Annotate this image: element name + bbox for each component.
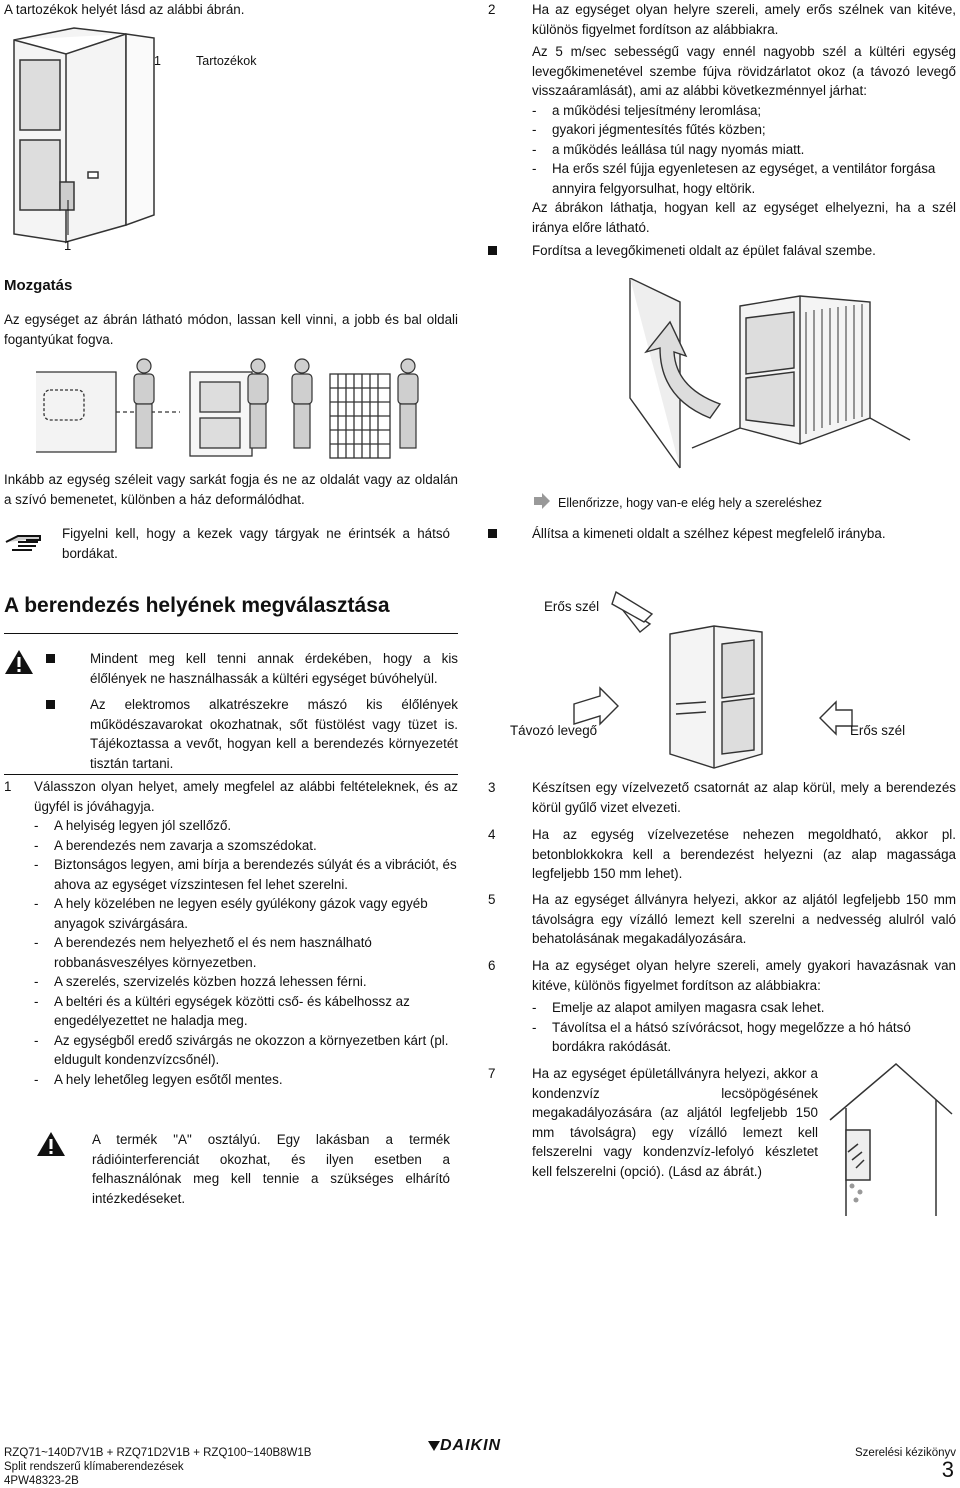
wind-consequence-1: - a működési teljesítmény leromlása; <box>532 101 956 121</box>
condition-item-7: - A beltéri és a kültéri egységek közötti cső- és kábelhossz az engedélyezettet ne haladja meg. <box>34 992 458 1031</box>
brand-logo-mark <box>428 1441 440 1451</box>
condition-item-4: - A hely közelében ne legyen esély gyúlékony gázok vagy egyéb anyagok szivárgására. <box>34 894 458 933</box>
list-item-2: 2 Ha az egységet olyan helyre szereli, amely erős szélnek van kitéve, különös figyelmet fordítson az alábbiakra. Az 5 m/sec sebességű vagy ennél nagyobb szél a kültéri egység levegőkimenetével szembe fújva rövidzárlatot okoz (a távozó levegő visszaáramlását), ami az alábbi következménnyel járhat: - a működési teljesítmény leromlása; - gyakori jégmentesítés fűtés közben; - a működés leállása túl nagy nyomás miatt. - Ha erős szél fújja egyenletesen az egységet, a ventilátor forgása annyira felgyorsulhat, hogy eltörik. Az ábrákon láthatja, hogyan kell az egységet elhelyezni, ha a szél iránya előre látható. Fordítsa a levegőkimeneti oldalt az épület falával szembe. <box>488 0 956 261</box>
selection-heading: A berendezés helyének megválasztása <box>4 594 390 617</box>
list-item-1: 1 Válasszon olyan helyet, amely megfelel az alábbi feltételeknek, és az ügyfél is jóváhagyja. - A helyiség legyen jól szellőző. - A berendezés nem zavarja a szomszédokat. - Biztonságos legyen, ami bírja a berendezés súlyát és a vibrációt, és ahova az egységet vízszintesen fel lehet szerelni. - A hely közelében ne legyen esély gyúlékony gázok vagy egyéb anyagok szivárgására. - A berendezés nem helyezhető el és nem használható robbanásveszélyes környezetben. - A szerelés, szervizelés közben hozzá lehessen férni. - A beltéri és a kültéri egységek közötti cső- és kábelhossz az engedélyezettet ne haladja meg. - Az egységből eredő szivárgás ne okozzon a környezetben kárt (pl. eldugult kondenzvízcsőnél). - A hely lehetőleg legyen esőtől mentes. <box>4 777 458 1089</box>
footer-doc-number: 4PW48323-2B <box>4 1475 79 1487</box>
class-a-warning-icon <box>36 1130 66 1158</box>
warning-bullet-1: Mindent meg kell tenni annak érdekében, hogy a kis élőlények ne használhassák a kültéri egységet búvóhelyül. <box>46 649 458 688</box>
moving-paragraph-2: Inkább az egység széleit vagy sarkát fogja és ne az oldalát vagy az oldalán a szívó bemenetet, különben a ház deformálódhat. <box>4 472 458 507</box>
footer-manual: Szerelési kézikönyv <box>855 1447 956 1459</box>
warning-icon <box>4 648 34 676</box>
bullet-wind-direction: Állítsa a kimeneti oldalt a szélhez képest megfelelő irányba. <box>488 524 960 544</box>
condition-item-9: - A hely lehetőleg legyen esőtől mentes. <box>34 1070 458 1090</box>
condition-item-8: - Az egységből eredő szivárgás ne okozzon a környezetben kárt (pl. eldugult kondenzvízcsőnél). <box>34 1031 458 1070</box>
exhaust-air-label: Távozó levegő <box>510 723 598 738</box>
fig-label-num: 1 <box>154 54 161 68</box>
house-drainage-figure <box>826 1060 956 1220</box>
condition-item-2: - A berendezés nem zavarja a szomszédokat. <box>34 836 458 856</box>
warning-bullet-2: Az elektromos alkatrészekre mászó kis élőlények működészavarokat okozhatnak, sőt füstölést vagy tüzet is. Tájékoztassa a vevőt, hogyan kell a berendezés környezetét tisztán tartani. <box>46 695 458 773</box>
footer-models: RZQ71~140D7V1B + RZQ71D2V1B + RZQ100~140B8W1B <box>4 1447 312 1459</box>
wind-orientation-figure <box>500 584 920 784</box>
wind-consequence-3: - a működés leállása túl nagy nyomás miatt. <box>532 140 956 160</box>
list-item-5: 5 Ha az egységet állványra helyezi, akkor az aljától legfeljebb 150 mm távolságra egy vízálló lemezt kell szerelni a nedvesség alulról való behatolásának megakadályozására. <box>488 892 956 946</box>
note-text: Figyelni kell, hogy a kezek vagy tárgyak ne érintsék a hátsó bordákat. <box>62 526 450 561</box>
snow-measure-1: - Emelje az alapot amilyen magasra csak lehet. <box>532 998 956 1018</box>
wind-label-top: Erős szél <box>544 599 600 614</box>
footer-left <box>4 1446 311 1488</box>
list-item-3: 3 Készítsen egy vízelvezető csatornát az alap körül, mely a berendezés körül gyűlő vizet elvezeti. <box>488 780 956 815</box>
condition-item-1: - A helyiség legyen jól szellőző. <box>34 816 458 836</box>
check-space-text: Ellenőrizze, hogy van-e elég hely a szereléshez <box>558 496 823 510</box>
fig-label-text: Tartozékok <box>196 54 257 68</box>
carrying-figure <box>20 352 460 462</box>
condition-item-3: - Biztonságos legyen, ami bírja a berendezés súlyát és a vibrációt, és ahova az egységet vízszintesen fel lehet szerelni. <box>34 855 458 894</box>
condition-item-5: - A berendezés nem helyezhető el és nem használható robbanásveszélyes környezetben. <box>34 933 458 972</box>
moving-heading: Mozgatás <box>4 277 73 294</box>
accessories-figure <box>4 20 204 260</box>
wall-placement-figure <box>620 278 920 478</box>
callout-number: 1 <box>64 238 72 253</box>
list-item-6: 6 Ha az egységet olyan helyre szereli, amely gyakori havazásnak van kitéve, különös figyelmet fordítson az alábbiakra: - Emelje az alapot amilyen magasra csak lehet. - Távolítsa el a hátsó szívórácsot, hogy megelőzze a hó hátsó bordákra rakódását. <box>488 956 956 1057</box>
wind-consequence-2: - gyakori jégmentesítés fűtés közben; <box>532 120 956 140</box>
list-item-4: 4 Ha az egység vízelvezetése nehezen megoldható, akkor pl. betonblokkokra kell a berendezést helyezni (az alap magassága legfeljebb 150 mm lehet). <box>488 827 956 881</box>
brand-logo: DAIKIN <box>440 1437 502 1454</box>
note-hand-icon <box>4 530 44 554</box>
page-number: 3 <box>941 1457 954 1482</box>
bullet-wall-facing: Fordítsa a levegőkimeneti oldalt az épület falával szembe. <box>488 241 956 261</box>
moving-paragraph-1: Az egységet az ábrán látható módon, lassan kell vinni, a jobb és bal oldali fogantyúkat fogva. <box>4 312 458 347</box>
snow-measure-2: - Távolítsa el a hátsó szívórácsot, hogy megelőzze a hó hátsó bordákra rakódását. <box>532 1018 956 1057</box>
wind-label-right: Erős szél <box>850 723 906 738</box>
footer-product: Split rendszerű klímaberendezések <box>4 1461 184 1473</box>
list-item-7: 7 Ha az egységet épületállványra helyezi, akkor a kondenzvíz lecsöpögésének megakadályozására (az aljától legfeljebb 150 mm távolságra) egy vízálló lemezt kell felszerelni vagy kondenzvíz-lefolyó készletet kell felszerelni (opció). (Lásd az ábrát.) <box>488 1066 818 1179</box>
check-arrow-icon <box>534 493 550 509</box>
accessories-intro: A tartozékok helyét lásd az alábbi ábrán. <box>4 2 245 17</box>
condition-item-6: - A szerelés, szervizelés közben hozzá lehessen férni. <box>34 972 458 992</box>
wind-consequence-4: - Ha erős szél fújja egyenletesen az egységet, a ventilátor forgása annyira felgyorsulhat, hogy eltörik. <box>532 159 956 198</box>
class-a-warning-text: A termék "A" osztályú. Egy lakásban a termék rádióinterferenciát okozhat, és ilyen esetben a felhasználónak meg kell tennie a szükséges elhárító intézkedéseket. <box>92 1132 450 1206</box>
